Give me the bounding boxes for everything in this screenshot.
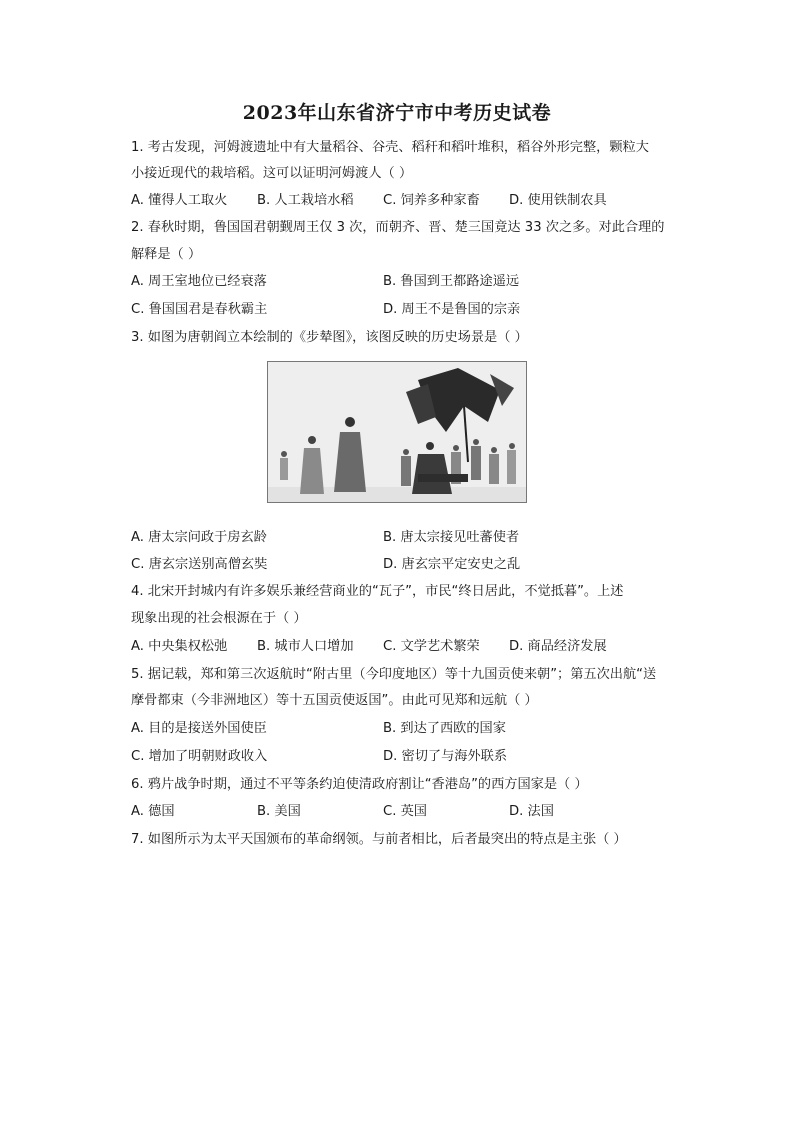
q2-stem-line2: 解释是（ ） [131, 247, 202, 262]
q2-option-b[interactable]: B. 鲁国到王都路途遥远 [383, 274, 520, 289]
q3-option-b[interactable]: B. 唐太宗接见吐蕃使者 [383, 530, 520, 545]
q2-option-a[interactable]: A. 周王室地位已经衰落 [131, 274, 267, 289]
q4-option-d[interactable]: D. 商品经济发展 [509, 639, 607, 654]
q5-option-b[interactable]: B. 到达了西欧的国家 [383, 721, 506, 736]
q1-option-b[interactable]: B. 人工栽培水稻 [257, 193, 354, 208]
q4-stem-line2: 现象出现的社会根源在于（ ） [131, 611, 307, 626]
q6-stem-line1: 6. 鸦片战争时期，通过不平等条约迫使清政府割让“香港岛”的西方国家是（ ） [131, 777, 588, 792]
q6-option-c[interactable]: C. 英国 [383, 804, 427, 819]
q1-option-a[interactable]: A. 懂得人工取火 [131, 193, 228, 208]
q3-option-c[interactable]: C. 唐玄宗送别高僧玄奘 [131, 557, 268, 572]
q6-option-d[interactable]: D. 法国 [509, 804, 554, 819]
q2-option-d[interactable]: D. 周王不是鲁国的宗亲 [383, 302, 521, 317]
painting-illustration-icon [268, 362, 526, 502]
q6-option-b[interactable]: B. 美国 [257, 804, 301, 819]
q3-option-d[interactable]: D. 唐玄宗平定安史之乱 [383, 557, 521, 572]
q2-option-c[interactable]: C. 鲁国国君是春秋霸主 [131, 302, 268, 317]
q5-stem-line2: 摩骨都束（今非洲地区）等十五国贡使返国”。由此可见郑和远航（ ） [131, 693, 538, 708]
q3-stem-line1: 3. 如图为唐朝阎立本绘制的《步辇图》，该图反映的历史场景是（ ） [131, 330, 528, 345]
q5-option-c[interactable]: C. 增加了明朝财政收入 [131, 749, 268, 764]
q5-option-d[interactable]: D. 密切了与海外联系 [383, 749, 508, 764]
q5-option-a[interactable]: A. 目的是接送外国使臣 [131, 721, 267, 736]
q1-stem-line1: 1. 考古发现，河姆渡遗址中有大量稻谷、谷壳、稻秆和稻叶堆积，稻谷外形完整，颗粒大 [131, 140, 649, 155]
q4-option-a[interactable]: A. 中央集权松弛 [131, 639, 228, 654]
q6-option-a[interactable]: A. 德国 [131, 804, 175, 819]
q4-stem-line1: 4. 北宋开封城内有许多娱乐兼经营商业的“瓦子”，市民“终日居此，不觉抵暮”。上述 [131, 584, 624, 599]
q1-option-c[interactable]: C. 饲养多种家畜 [383, 193, 480, 208]
q1-option-d[interactable]: D. 使用铁制农具 [509, 193, 607, 208]
q4-option-c[interactable]: C. 文学艺术繁荣 [383, 639, 480, 654]
q5-stem-line1: 5. 据记载，郑和第三次返航时“附古里（今印度地区）等十九国贡使来朝”；第五次出航“送 [131, 667, 657, 682]
q2-stem-line1: 2. 春秋时期，鲁国国君朝觐周王仅 3 次，而朝齐、晋、楚三国竟达 33 次之多。对此合理的 [131, 220, 665, 235]
q4-option-b[interactable]: B. 城市人口增加 [257, 639, 354, 654]
q3-option-a[interactable]: A. 唐太宗问政于房玄龄 [131, 530, 267, 545]
q1-stem-line2: 小接近现代的栽培稻。这可以证明河姆渡人（ ） [131, 166, 413, 181]
exam-title: 2023年山东省济宁市中考历史试卷 [242, 102, 552, 124]
bunian-tu-painting [267, 361, 527, 503]
q7-stem-line1: 7. 如图所示为太平天国颁布的革命纲领。与前者相比，后者最突出的特点是主张（ ） [131, 832, 627, 847]
